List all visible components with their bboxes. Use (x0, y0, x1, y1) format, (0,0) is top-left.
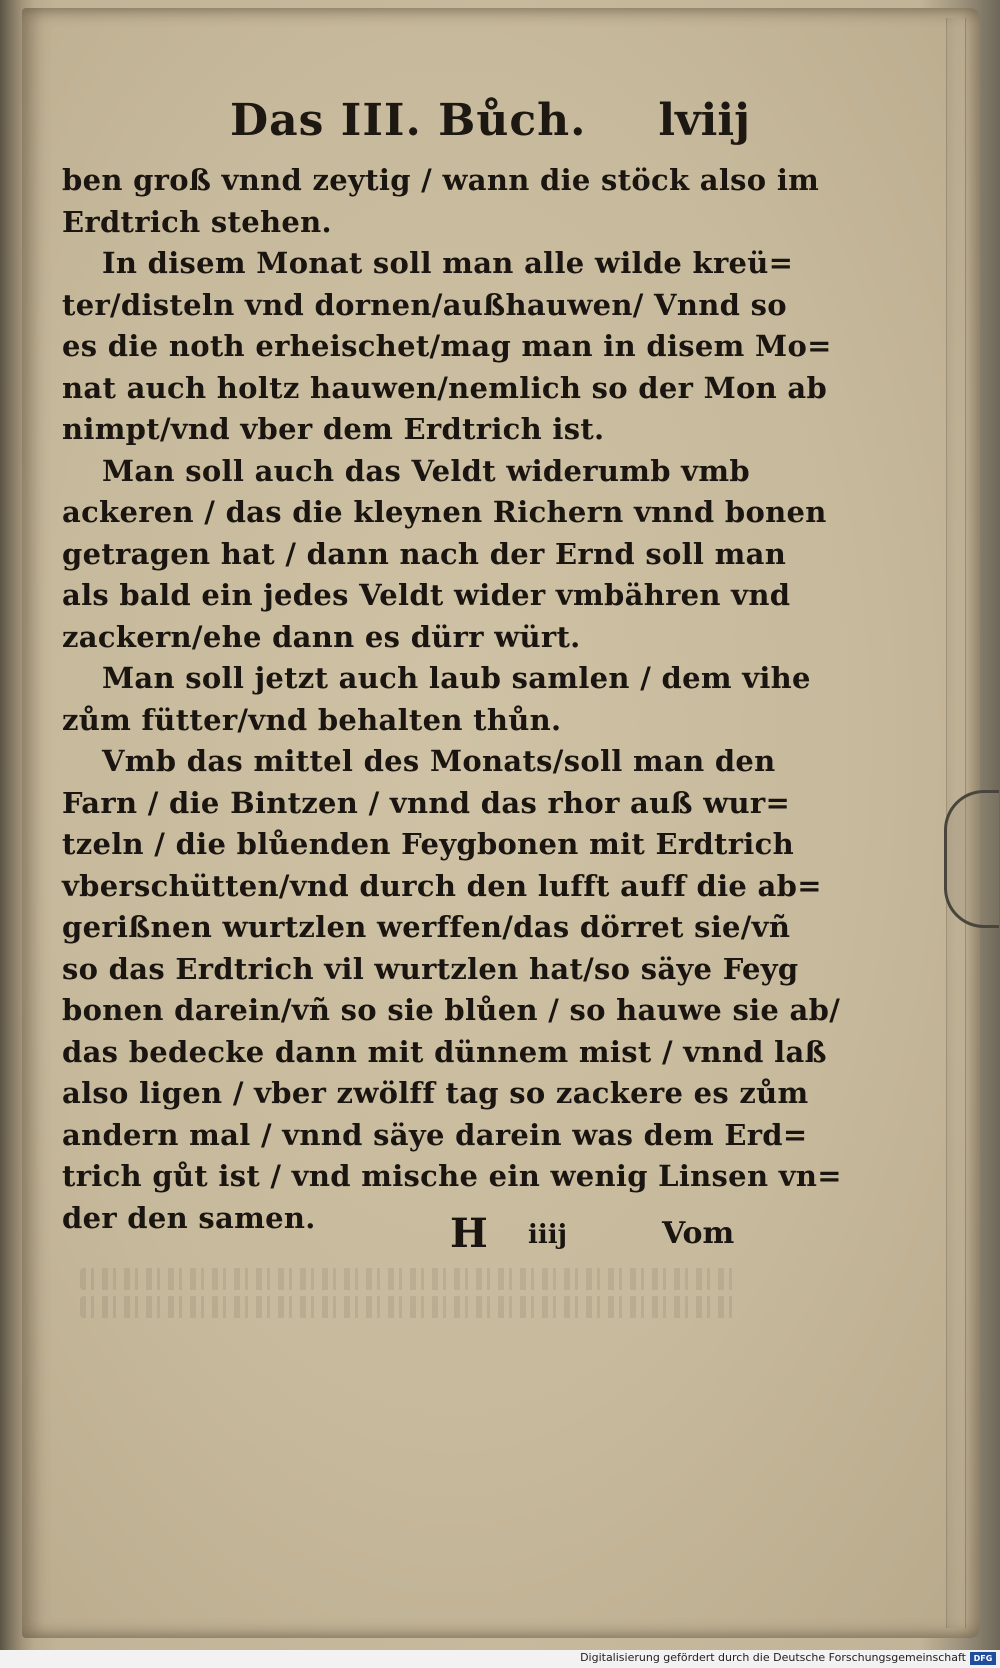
text-line: In disem Monat soll man alle wilde kreü= (102, 246, 794, 280)
running-head: Das III. Bůch. (230, 95, 587, 146)
show-through-text (80, 1296, 740, 1318)
text-line: Man soll auch das Veldt widerumb vmb (102, 453, 750, 488)
text-line: ter/disteln vnd dornen/außhauwen/ Vnnd so (62, 287, 787, 322)
text-line: so das Erdtrich vil wurtzlen hat/so säye Feyg (62, 951, 799, 986)
text-line: Vmb das mittel des Monats/soll man den (102, 744, 776, 778)
catchword: Vom (662, 1216, 735, 1251)
text-line: Erdtrich stehen. (62, 204, 332, 239)
text-line: vberschütten/vnd durch den lufft auff die ab= (62, 868, 822, 903)
text-line: andern mal / vnnd säye darein was dem Erd= (62, 1117, 808, 1152)
text-line: nimpt/vnd vber dem Erdtrich ist. (62, 412, 605, 446)
folio-number: lviij (658, 95, 750, 146)
text-line: zům fütter/vnd behalten thůn. (62, 702, 562, 737)
page-footer (440, 1210, 760, 1260)
text-line: das bedecke dann mit dünnem mist / vnnd laß (62, 1034, 827, 1069)
signature-mark: H (450, 1210, 488, 1257)
text-line: ben groß vnnd zeytig / wann die stöck also im (62, 163, 820, 197)
text-line: der den samen. (62, 1200, 316, 1235)
page-header (230, 95, 750, 155)
text-line: ackeren / das die kleynen Richern vnnd bonen (62, 495, 827, 529)
signature-number: iiij (528, 1220, 568, 1250)
credit-bar (0, 1650, 1000, 1668)
text-line: getragen hat / dann nach der Ernd soll man (62, 536, 787, 571)
text-line: bonen darein/vñ so sie blůen / so hauwe sie ab/ (62, 993, 841, 1027)
text-line: Man soll jetzt auch laub samlen / dem vihe (102, 661, 811, 695)
text-line: als bald ein jedes Veldt wider vmbähren vnd (62, 578, 791, 612)
text-line: es die noth erheischet/mag man in disem Mo= (62, 329, 832, 363)
dfg-logo: DFG (970, 1652, 996, 1665)
text-line: also ligen / vber zwölff tag so zackere es zům (62, 1076, 809, 1110)
text-line: Farn / die Bintzen / vnnd das rhor auß wur= (62, 785, 791, 820)
text-line: tzeln / die blůenden Feygbonen mit Erdtrich (62, 827, 794, 861)
text-line: nat auch holtz hauwen/nemlich so der Mon ab (62, 370, 828, 405)
show-through-text (80, 1268, 740, 1290)
text-block (62, 160, 842, 1239)
text-line: zackern/ehe dann es dürr würt. (62, 619, 581, 654)
credit-text: Digitalisierung gefördert durch die Deutsche Forschungsgemeinschaft (580, 1651, 966, 1664)
text-line: trich gůt ist / vnd mische ein wenig Linsen vn= (62, 1159, 842, 1193)
page-clip (944, 790, 999, 928)
text-line: gerißnen wurtzlen werffen/das dörret sie/vñ (62, 910, 791, 944)
